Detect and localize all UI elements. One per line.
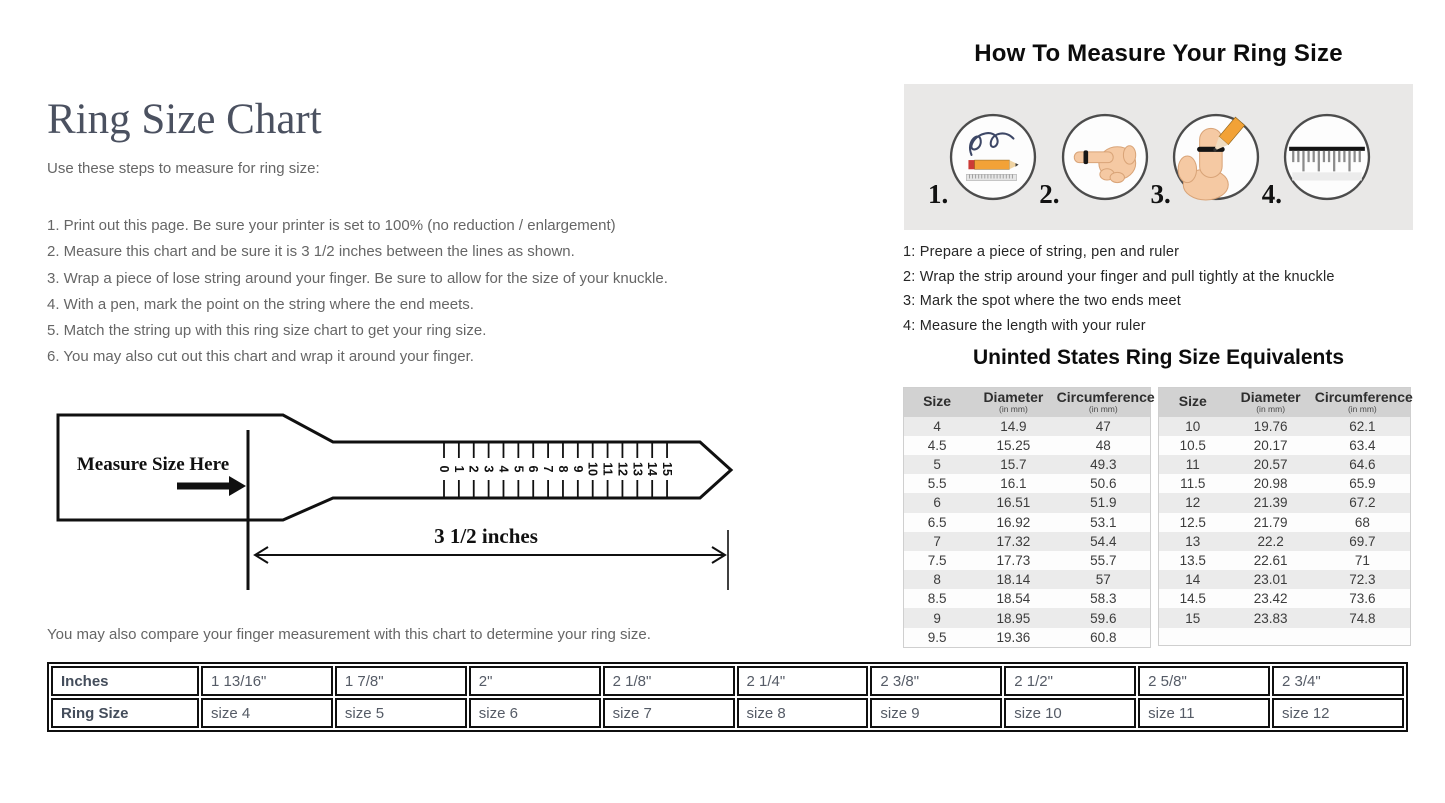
empty-row	[1159, 628, 1411, 646]
table-row	[1159, 455, 1411, 474]
table-cell: 55.7	[1090, 553, 1117, 569]
conversion-cell: size 11	[1138, 698, 1270, 728]
conversion-cell: size 5	[335, 698, 467, 728]
table-cell: 16.51	[996, 495, 1031, 511]
table-row	[904, 551, 1151, 570]
table-cell: 9.5	[927, 629, 947, 645]
how-to-illustrations-panel	[904, 84, 1413, 230]
row-label: Inches	[51, 666, 199, 696]
table-cell: 15.7	[1000, 457, 1027, 473]
conversion-cell: size 6	[469, 698, 601, 728]
table-row	[1159, 589, 1411, 608]
table-cell: 7.5	[927, 553, 947, 569]
table-cell: 18.14	[996, 572, 1031, 588]
unit-label: (in mm)	[1347, 403, 1377, 414]
table-row	[1159, 493, 1411, 512]
table-cell: 11	[1185, 457, 1200, 473]
table-row	[904, 589, 1151, 608]
table-cell: 14	[1185, 572, 1201, 588]
ring-sizer-diagram	[55, 412, 745, 597]
table-cell: 4	[933, 418, 941, 434]
table-cell: 74.8	[1349, 610, 1376, 626]
table-cell: 18.54	[996, 591, 1031, 607]
ruler-tick-number: 9	[570, 465, 585, 473]
table-row	[1159, 436, 1411, 455]
ruler-tick-number: 11	[600, 462, 615, 476]
inches-row	[51, 666, 1404, 696]
conversion-cell: 2 1/2"	[1004, 666, 1136, 696]
empty-cell	[1159, 628, 1411, 646]
table-cell: 58.3	[1090, 591, 1117, 607]
table-row	[1159, 551, 1411, 570]
table-cell: 22.2	[1257, 533, 1284, 549]
step-line: 1: Prepare a piece of string, pen and ruler	[903, 244, 1180, 260]
table-row	[1159, 474, 1411, 493]
ruler-tick-number: 7	[541, 465, 556, 473]
unit-label: (in mm)	[1256, 403, 1286, 414]
table-cell: 17.73	[996, 553, 1031, 569]
table-row	[904, 417, 1151, 436]
table-row	[1159, 608, 1411, 627]
table-cell: 49.3	[1090, 457, 1117, 473]
conversion-cell: size 7	[603, 698, 735, 728]
circumference-header: Circumference (in mm)	[1057, 388, 1151, 417]
table-cell: 7	[933, 533, 941, 549]
table-row	[1159, 513, 1411, 532]
step-line: 4. With a pen, mark the point on the string where the end meets.	[47, 295, 474, 313]
table-cell: 10.5	[1179, 437, 1206, 453]
conversion-cell: size 9	[870, 698, 1002, 728]
finger-with-string-icon	[1061, 113, 1149, 201]
table-cell: 15.25	[996, 437, 1031, 453]
step-line: 6. You may also cut out this chart and wrap it around your finger.	[47, 348, 474, 366]
ruler-icon	[1283, 113, 1371, 201]
table-row	[904, 455, 1151, 474]
how-to-title: How To Measure Your Ring Size	[974, 40, 1343, 67]
step-line: 3. Wrap a piece of lose string around your finger. Be sure to allow for the size of your knuckle.	[47, 269, 668, 287]
conversion-cell: size 4	[201, 698, 333, 728]
table-cell: 6	[933, 495, 941, 511]
table-cell: 13.5	[1179, 553, 1206, 569]
string-and-pencil-icon	[949, 113, 1037, 201]
table-cell: 63.4	[1349, 437, 1376, 453]
table-cell: 14.9	[1000, 418, 1027, 434]
mark-with-pencil-icon	[1172, 113, 1260, 201]
intro-text: Use these steps to measure for ring size:	[47, 160, 320, 177]
table-cell: 5.5	[927, 476, 947, 492]
conversion-cell: size 10	[1004, 698, 1136, 728]
table-cell: 10	[1185, 418, 1201, 434]
table-row	[1159, 532, 1411, 551]
illustration-step-2	[1039, 84, 1148, 230]
inches-to-ring-size-table	[47, 662, 1408, 732]
table-cell: 65.9	[1349, 476, 1376, 492]
unit-label: (in mm)	[999, 403, 1028, 414]
table-cell: 54.4	[1090, 533, 1117, 549]
table-cell: 67.2	[1349, 495, 1376, 511]
illustration-step-4	[1262, 84, 1371, 230]
table-cell: 18.95	[996, 610, 1031, 626]
size-header: Size	[1159, 388, 1227, 417]
table-cell: 11.5	[1180, 476, 1206, 492]
table-cell: 71	[1354, 553, 1370, 569]
table-cell: 20.98	[1253, 476, 1288, 492]
conversion-cell: 2"	[469, 666, 601, 696]
size-table-b	[1158, 387, 1411, 646]
table-cell: 9	[933, 610, 941, 626]
table-cell: 23.83	[1253, 610, 1288, 626]
step-line: 4: Measure the length with your ruler	[903, 317, 1146, 334]
table-cell: 12.5	[1179, 514, 1206, 530]
conversion-cell: 1 7/8"	[335, 666, 467, 696]
how-to-steps-list	[903, 240, 1443, 338]
illustration-number: 4.	[1261, 179, 1282, 209]
table-cell: 72.3	[1349, 572, 1376, 588]
conversion-cell: 2 1/8"	[603, 666, 735, 696]
circumference-header: Circumference (in mm)	[1315, 388, 1411, 417]
table-cell: 21.79	[1253, 514, 1288, 530]
table-cell: 19.76	[1253, 418, 1288, 434]
ruler-tick-number: 1	[451, 465, 466, 473]
illustration-number: 3.	[1150, 179, 1171, 209]
table-cell: 17.32	[996, 533, 1031, 549]
size-table-a	[903, 387, 1155, 648]
illustration-number: 2.	[1039, 179, 1060, 209]
table-cell: 8	[933, 572, 941, 588]
measure-steps-list	[47, 213, 847, 371]
measure-size-here-label: Measure Size Here	[76, 454, 230, 475]
table-cell: 62.1	[1349, 418, 1376, 434]
table-cell: 16.92	[996, 514, 1031, 530]
illustration-number: 1.	[928, 179, 949, 209]
unit-label: (in mm)	[1088, 403, 1118, 414]
table-cell: 20.57	[1253, 457, 1288, 473]
ruler-tick-number: 13	[630, 462, 645, 476]
table-cell: 48	[1095, 437, 1111, 453]
step-line: 1. Print out this page. Be sure your printer is set to 100% (no reduction / enlargement)	[47, 217, 616, 234]
table-cell: 51.9	[1090, 495, 1117, 511]
conversion-cell: size 12	[1272, 698, 1404, 728]
table-cell: 57	[1095, 572, 1111, 588]
table-cell: 22.61	[1253, 553, 1288, 569]
table-cell: 16.1	[1000, 476, 1027, 492]
ring-size-row	[51, 698, 1404, 728]
ruler-tick-number: 14	[645, 462, 660, 476]
table-row	[1159, 417, 1411, 436]
ruler-tick-number: 10	[585, 462, 600, 476]
ruler-tick-number: 2	[466, 465, 481, 473]
table-cell: 47	[1095, 418, 1111, 434]
conversion-cell: size 8	[737, 698, 869, 728]
table-cell: 53.1	[1090, 514, 1117, 530]
table-cell: 5	[933, 457, 941, 473]
width-dimension-label: 3 1/2 inches	[434, 524, 538, 548]
equivalents-title: Uninted States Ring Size Equivalents	[972, 346, 1345, 369]
table-row	[904, 513, 1151, 532]
step-line: 5. Match the string up with this ring size chart to get your ring size.	[47, 322, 487, 340]
table-cell: 73.6	[1349, 591, 1376, 607]
conversion-cell: 2 1/4"	[737, 666, 869, 696]
ruler-tick-number: 4	[496, 465, 511, 473]
size-table-header-row	[904, 388, 1151, 417]
ruler-tick-number: 5	[511, 465, 526, 473]
ruler-tick-number: 3	[481, 465, 496, 473]
row-label: Ring Size	[51, 698, 199, 728]
table-cell: 59.6	[1090, 610, 1117, 626]
table-cell: 8.5	[927, 591, 947, 607]
size-table-header-row	[1159, 388, 1411, 417]
ruler-tick-number: 15	[660, 462, 675, 476]
table-cell: 68	[1354, 514, 1370, 530]
compare-note: You may also compare your finger measurement with this chart to determine your ring size.	[47, 626, 651, 643]
illustration-step-3	[1151, 84, 1260, 230]
table-cell: 50.6	[1090, 476, 1117, 492]
table-row	[904, 493, 1151, 512]
table-cell: 6.5	[927, 514, 947, 530]
illustration-step-1	[928, 84, 1037, 230]
diameter-header: Diameter (in mm)	[1227, 388, 1315, 417]
conversion-cell: 2 3/4"	[1272, 666, 1404, 696]
table-row	[904, 474, 1151, 493]
table-cell: 4.5	[927, 437, 947, 453]
table-row	[904, 570, 1151, 589]
table-row	[1159, 570, 1411, 589]
table-cell: 23.42	[1253, 591, 1288, 607]
table-cell: 69.7	[1349, 533, 1376, 549]
step-line: 2: Wrap the strip around your finger and pull tightly at the knuckle	[903, 268, 1335, 285]
ruler-tick-number: 12	[615, 462, 630, 476]
step-line: 3: Mark the spot where the two ends meet	[903, 293, 1181, 310]
ruler-tick-number: 0	[437, 465, 451, 473]
conversion-cell: 2 5/8"	[1138, 666, 1270, 696]
ruler-tick-number: 8	[555, 465, 570, 473]
size-header: Size	[904, 388, 971, 417]
page-title: Ring Size Chart	[47, 96, 322, 143]
table-cell: 19.36	[996, 629, 1031, 645]
table-cell: 15	[1185, 610, 1201, 626]
table-row	[904, 608, 1151, 627]
table-cell: 64.6	[1349, 457, 1376, 473]
table-cell: 20.17	[1253, 437, 1288, 453]
conversion-cell: 1 13/16"	[201, 666, 333, 696]
table-row	[904, 532, 1151, 551]
table-cell: 12	[1185, 495, 1201, 511]
table-cell: 23.01	[1253, 572, 1288, 588]
table-row	[904, 436, 1151, 455]
dimension-arrow	[255, 547, 725, 563]
table-cell: 14.5	[1179, 591, 1206, 607]
table-row	[904, 628, 1151, 648]
table-cell: 13	[1185, 533, 1201, 549]
diameter-header: Diameter (in mm)	[970, 388, 1056, 417]
ruler-tick-number: 6	[526, 465, 541, 473]
table-cell: 21.39	[1253, 495, 1288, 511]
conversion-cell: 2 3/8"	[870, 666, 1002, 696]
table-cell: 60.8	[1090, 629, 1117, 645]
step-line: 2. Measure this chart and be sure it is 3 1/2 inches between the lines as shown.	[47, 243, 575, 261]
